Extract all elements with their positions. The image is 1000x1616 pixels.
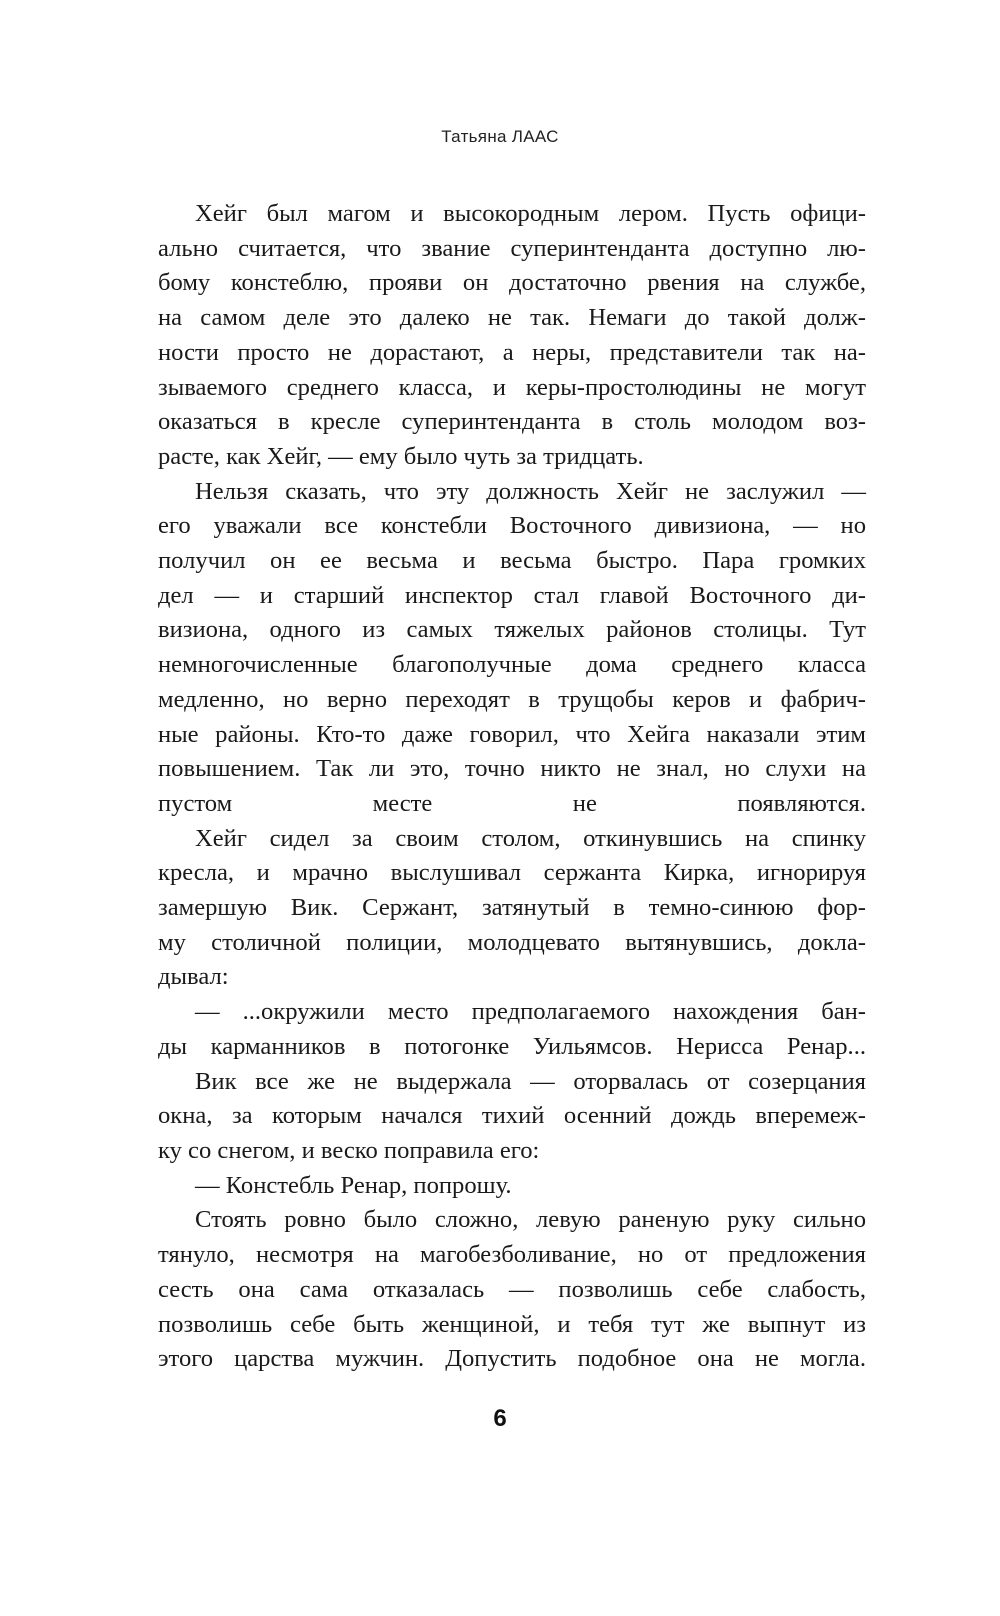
text-line: его уважали все констебли Восточного дивизиона, — но	[158, 512, 866, 540]
text-line: пустом месте не появляются.	[158, 789, 866, 817]
text-line: — ...окружили место предполагаемого нахождения бан-	[195, 998, 866, 1026]
paragraph	[158, 197, 866, 475]
text-line: расте, как Хейг, — ему было чуть за тридцать.	[158, 442, 644, 470]
text-line: немногочисленные благополучные дома среднего класса	[158, 651, 866, 679]
text-line: Нельзя сказать, что эту должность Хейг не заслужил —	[195, 477, 866, 505]
text-line: на самом деле это далеко не так. Немаги до такой долж-	[158, 304, 866, 332]
text-line: му столичной полиции, молодцевато вытянувшись, докла-	[158, 928, 866, 956]
text-line: зываемого среднего класса, и керы-простолюдины не могут	[158, 373, 866, 401]
text-line: Хейг был магом и высокородным лером. Пусть офици-	[195, 200, 866, 227]
paragraph	[158, 822, 866, 996]
text-line: дывал:	[158, 963, 229, 991]
text-line: — Констебль Ренар, попрошу.	[195, 1171, 512, 1199]
text-line: позволишь себе быть женщиной, и тебя тут же выпнут из	[158, 1310, 866, 1338]
text-line: оказаться в кресле суперинтенданта в столь молодом воз-	[158, 408, 866, 436]
text-line: кресла, и мрачно выслушивал сержанта Кирка, игнорируя	[158, 859, 866, 887]
text-line: ды карманников в потогонке Уильямсов. Нерисса Ренар...	[158, 1032, 866, 1060]
text-line: ные районы. Кто-то даже говорил, что Хейга наказали этим	[158, 720, 866, 748]
text-line: Хейг сидел за своим столом, откинувшись на спинку	[195, 824, 866, 852]
paragraph	[158, 1169, 866, 1204]
text-line: медленно, но верно переходят в трущобы керов и фабрич-	[158, 685, 866, 713]
paragraph	[158, 1203, 866, 1377]
running-header-author: Татьяна ЛААС	[441, 127, 559, 146]
text-line: Стоять ровно было сложно, левую раненую руку сильно	[195, 1206, 866, 1234]
text-line: визиона, одного из самых тяжелых районов столицы. Тут	[158, 616, 866, 644]
text-line: окна, за которым начался тихий осенний дождь вперемеж-	[158, 1102, 866, 1130]
text-line: получил он ее весьма и весьма быстро. Пара громких	[158, 547, 866, 575]
text-line: этого царства мужчин. Допустить подобное она не могла.	[158, 1345, 866, 1373]
text-line: Вик все же не выдержала — оторвалась от созерцания	[195, 1067, 866, 1095]
text-line: ности просто не дорастают, а неры, представители так на-	[158, 338, 866, 366]
page-number: 6	[493, 1405, 507, 1432]
text-line: бому констеблю, прояви он достаточно рвения на службе,	[158, 269, 866, 297]
text-line: замершую Вик. Сержант, затянутый в темно-синюю фор-	[158, 894, 866, 922]
text-line: ально считается, что звание суперинтенданта доступно лю-	[158, 234, 866, 262]
paragraph	[158, 475, 866, 822]
text-line: сесть она сама отказалась — позволишь себе слабость,	[158, 1275, 866, 1303]
text-line: ку со снегом, и веско поправила его:	[158, 1136, 540, 1164]
text-line: тянуло, несмотря на магобезболивание, но от предложения	[158, 1241, 866, 1269]
text-line: дел — и старший инспектор стал главой Восточного ди-	[158, 581, 866, 609]
paragraph	[158, 995, 866, 1064]
paragraph	[158, 1065, 866, 1169]
body-text	[158, 197, 866, 1377]
text-line: повышением. Так ли это, точно никто не знал, но слухи на	[158, 755, 866, 783]
